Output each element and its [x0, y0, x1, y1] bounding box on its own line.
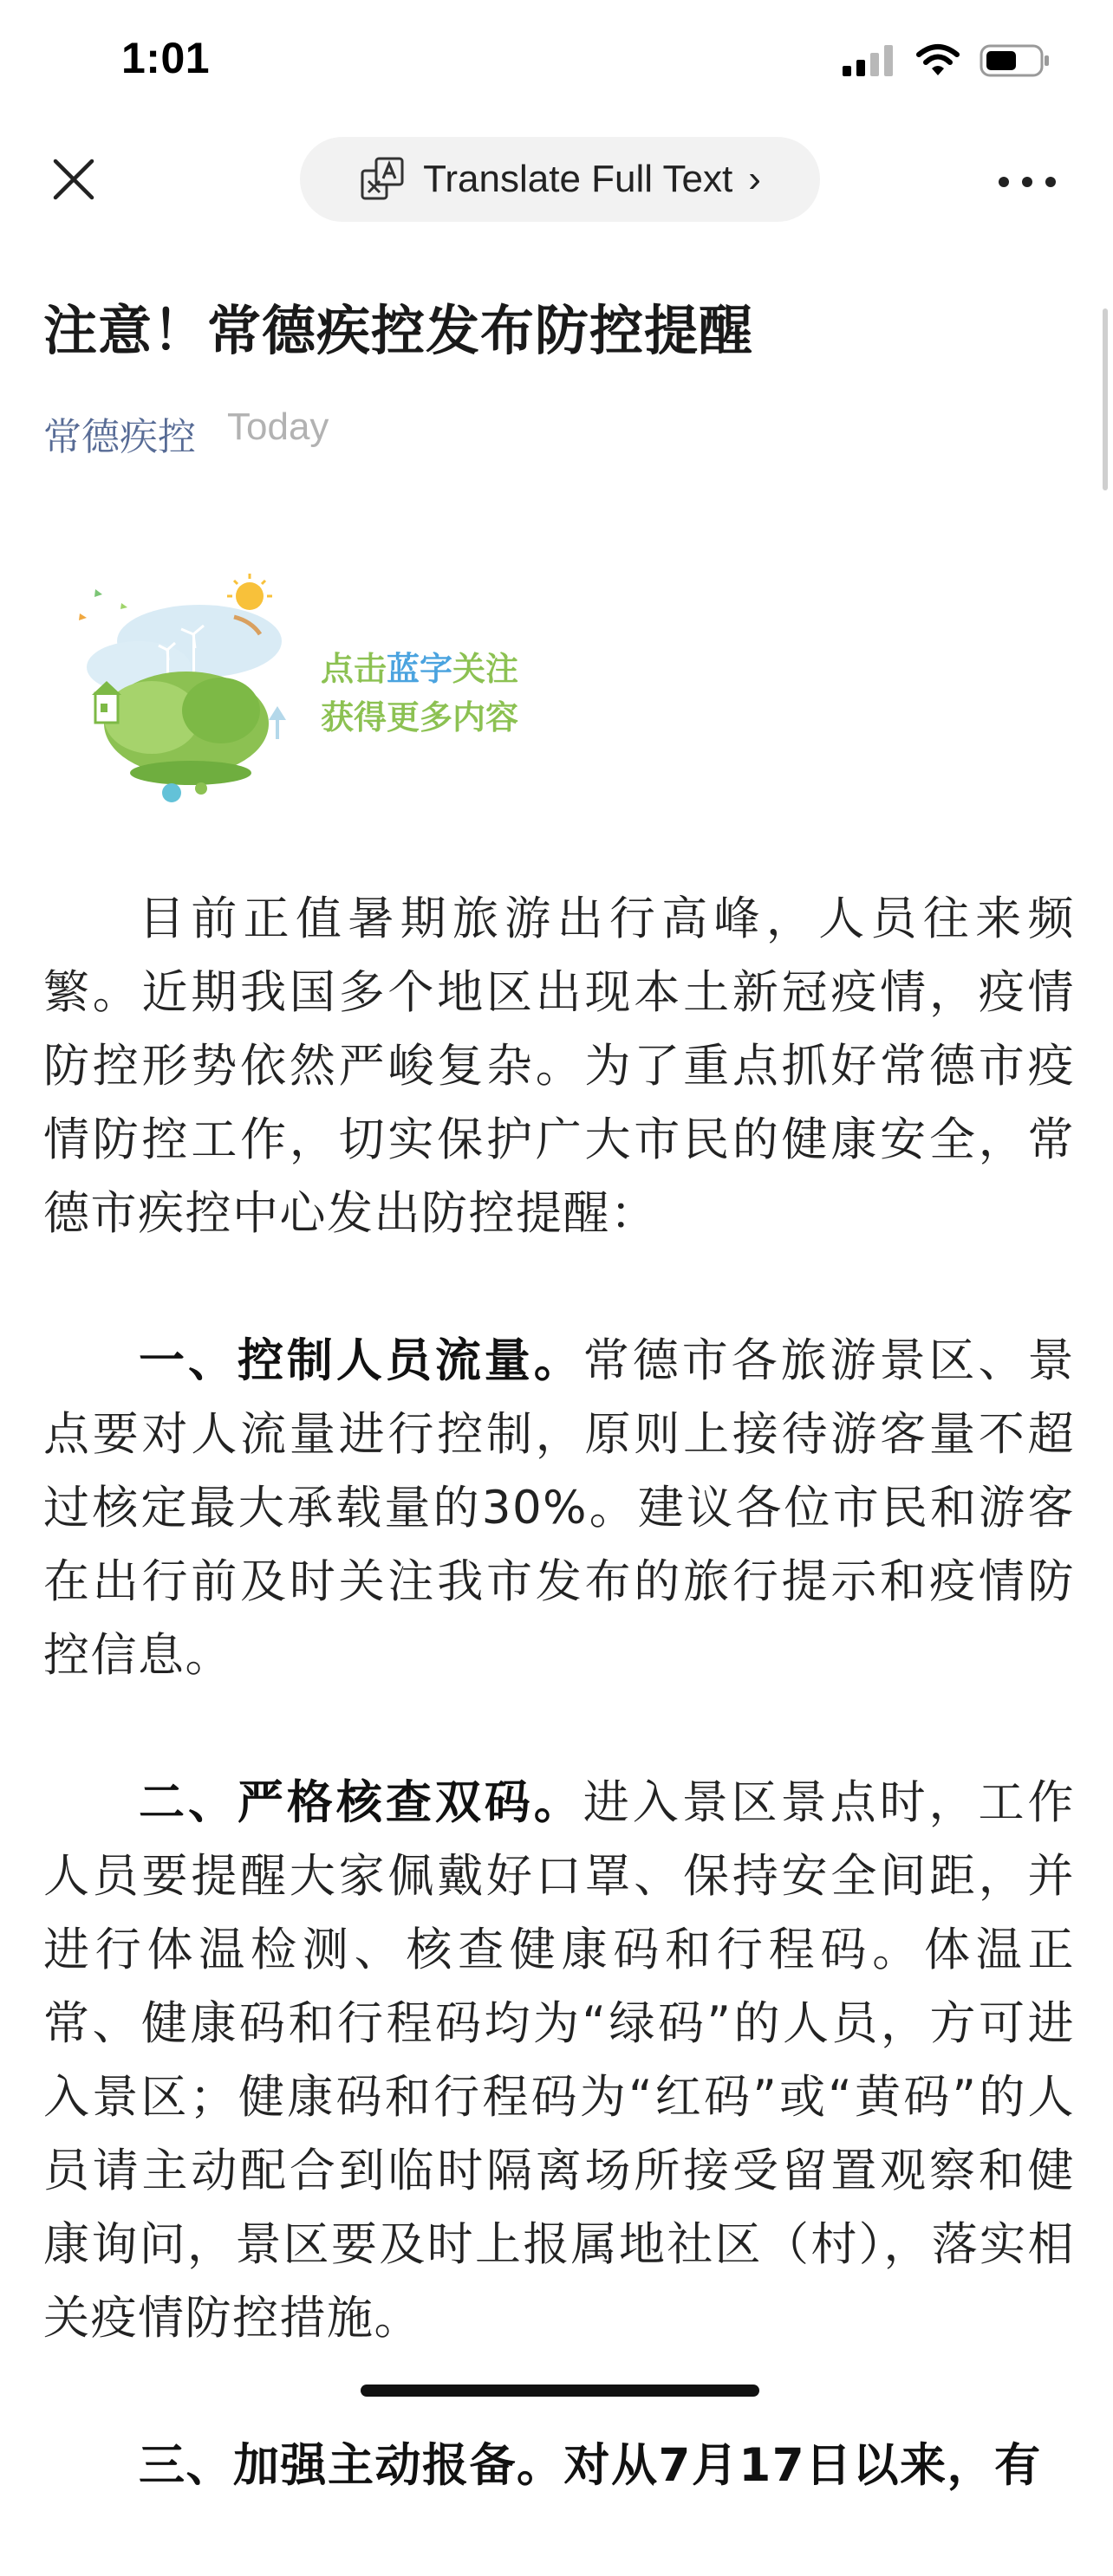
article-title: 注意！常德疾控发布防控提醒 — [43, 299, 754, 362]
article-meta — [43, 406, 329, 461]
section-1-body: 常德市各旅游景区、景点要对人流量进行控制，原则上接待游客量不超过核定最大承载量的30%。建议各位市民和游客在出行前及时关注我市发布的旅行提示和疫情防控信息。 — [43, 1334, 1075, 1682]
paragraph-intro: 目前正值暑期旅游出行高峰，人员往来频繁。近期我国多个地区出现本土新冠疫情，疫情防控形势依然严峻复杂。为了重点抓好常德市疫情防控工作，切实保护广大市民的健康安全，常德市疾控中心发出防控提醒： — [43, 892, 1075, 1240]
paragraph-section-2 — [43, 1766, 1075, 2355]
status-time: 1:01 — [121, 34, 211, 82]
status-icons — [843, 43, 1051, 78]
section-1-heading: 一、控制人员流量。 — [139, 1334, 583, 1387]
eco-illustration — [69, 572, 303, 814]
paragraph-section-3-partial: 三、加强主动报备。对从7月17日以来，有 — [139, 2439, 1042, 2492]
translate-full-text-button[interactable] — [300, 137, 820, 222]
translate-label: Translate Full Text — [423, 158, 733, 200]
close-icon — [52, 158, 95, 201]
section-2-body: 进入景区景点时，工作人员要提醒大家佩戴好口罩、保持安全间距，并进行体温检测、核查健康码和行程码。体温正常、健康码和行程码均为“绿码”的人员，方可进入景区；健康码和行程码为“红码”或“黄码”的人员请主动配合到临时隔离场所接受留置观察和健康询问，景区要及时上报属地社区（村），落实相关疫情防控措施。 — [43, 1776, 1075, 2345]
close-button[interactable] — [43, 149, 104, 210]
section-2-heading: 二、严格核查双码。 — [139, 1776, 583, 1829]
article-body — [43, 882, 1075, 2576]
author-link[interactable]: 常德疾控 — [43, 415, 196, 459]
more-icon — [997, 175, 1058, 189]
wifi-icon — [915, 44, 960, 77]
battery-icon — [980, 43, 1051, 78]
scroll-indicator[interactable] — [1103, 308, 1108, 490]
publish-date: Today — [227, 406, 329, 448]
status-bar — [0, 0, 1113, 130]
paragraph-section-1 — [43, 1324, 1075, 1692]
chevron-right-icon: › — [748, 158, 761, 200]
translate-icon — [359, 155, 407, 204]
more-button[interactable] — [988, 156, 1066, 208]
cellular-signal-icon — [843, 45, 896, 76]
banner-line-1: 点击蓝字关注 — [321, 650, 519, 688]
home-indicator[interactable] — [361, 2385, 759, 2397]
banner-text — [321, 645, 518, 742]
follow-banner[interactable] — [69, 572, 607, 814]
banner-line-2: 获得更多内容 — [321, 698, 519, 736]
